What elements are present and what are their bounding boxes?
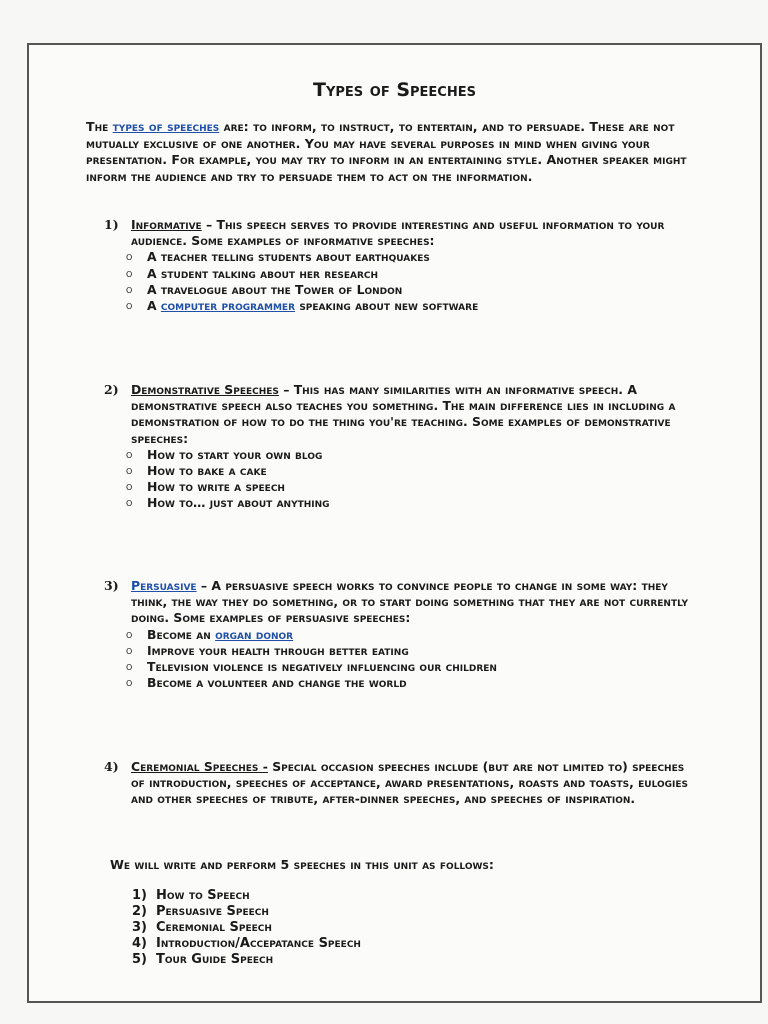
bullet-icon: o <box>126 447 133 461</box>
list-item <box>132 920 361 936</box>
bullet-icon: o <box>126 282 133 296</box>
list-item <box>126 643 694 659</box>
list-item <box>126 447 694 463</box>
list-item-text: How to Speech <box>156 888 250 903</box>
document-content <box>29 45 760 1001</box>
bullet-icon: o <box>126 250 133 264</box>
bullet-icon: o <box>126 299 133 313</box>
list-number: 5) <box>132 952 147 967</box>
list-number: 1) <box>132 888 147 903</box>
bullet-icon: o <box>126 464 133 478</box>
section-body <box>131 382 694 447</box>
list-item <box>126 659 694 675</box>
unit-statement: We will write and perform 5 speeches in this unit as follows: <box>110 857 494 872</box>
intro-paragraph <box>86 119 698 185</box>
section-term: Demonstrative Speeches <box>131 382 279 397</box>
list-number: 4) <box>132 936 147 951</box>
section-text: – A persuasive speech works to convince people to change in some way: they think, the way they do something, or to start doing something that they are not currently doing. Some examples of persuasive speeches: <box>131 578 688 626</box>
list-item <box>126 282 694 298</box>
computer-programmer-link[interactable]: computer programmer <box>160 298 296 314</box>
list-item <box>132 904 361 920</box>
example-list <box>104 627 694 692</box>
section-number: 4) <box>104 759 119 774</box>
list-item <box>126 298 694 314</box>
list-item-text: Television violence is negatively influencing our children <box>147 659 497 675</box>
list-item-text: Become a volunteer and change the world <box>147 675 407 691</box>
list-item <box>132 888 361 904</box>
bullet-icon: o <box>126 496 133 510</box>
section-text: Special occasion speeches include (but are not limited to) speeches of introduction, speeches of acceptance, award presentations, roasts and toasts, eulogies and other speeches of tribute, after-dinner speeches, and speeches of inspiration. <box>131 759 688 807</box>
intro-prefix: The <box>86 119 113 134</box>
section-number: 3) <box>104 578 119 593</box>
section-text: – This speech serves to provide interesting and useful information to your audience. Some examples of informative speeches: <box>131 217 665 249</box>
bullet-icon: o <box>126 676 133 690</box>
list-item-text: How to bake a cake <box>147 463 267 479</box>
section-demonstrative <box>104 382 694 512</box>
section-persuasive <box>104 578 694 691</box>
page-title: Types of Speeches <box>313 79 476 101</box>
section-term: Ceremonial Speeches - <box>131 759 268 774</box>
section-number: 2) <box>104 382 119 397</box>
list-item-text: How to… just about anything <box>147 495 330 511</box>
list-number: 3) <box>132 920 147 935</box>
section-body <box>131 759 694 808</box>
unit-speech-list <box>132 888 361 968</box>
page-frame <box>27 43 762 1003</box>
list-item-text: How to write a speech <box>147 479 285 495</box>
list-item-text: A travelogue about the Tower of London <box>147 281 403 297</box>
list-item <box>126 495 694 511</box>
section-body <box>131 578 694 627</box>
bullet-icon: o <box>126 480 133 494</box>
types-of-speeches-link[interactable]: types of speeches <box>112 119 220 134</box>
list-item-text: speaking about new software <box>295 298 479 314</box>
bullet-icon: o <box>126 627 133 641</box>
list-item <box>132 936 361 952</box>
persuasive-link[interactable]: Persuasive <box>131 578 197 593</box>
list-number: 2) <box>132 904 147 919</box>
section-number: 1) <box>104 217 119 232</box>
list-item <box>126 675 694 691</box>
list-item <box>126 266 694 282</box>
example-list <box>104 249 694 314</box>
list-item-text: Ceremonial Speech <box>156 920 272 935</box>
list-item-text: A teacher telling students about earthquakes <box>147 249 430 265</box>
section-informative <box>104 217 694 314</box>
list-item-text: Introduction/Accepatance Speech <box>156 936 361 951</box>
example-list <box>104 447 694 512</box>
list-item <box>126 479 694 495</box>
list-item <box>132 952 361 968</box>
section-ceremonial <box>104 759 694 808</box>
bullet-icon: o <box>126 643 133 657</box>
list-item-text: Become an <box>147 626 216 642</box>
section-body <box>131 217 694 249</box>
list-item <box>126 463 694 479</box>
list-item-text: Persuasive Speech <box>156 904 269 919</box>
intro-text: are: to inform, to instruct, to entertain, and to persuade. These are not mutually exclusive of one another. You may have several purposes in mind when giving your presentation. For example, you may try to inform in an entertaining style. Another speaker might inform the audience and try to persuade them to act on the information. <box>86 119 687 184</box>
list-item-text: A student talking about her research <box>147 265 379 281</box>
list-item-text: Tour Guide Speech <box>156 952 274 967</box>
list-item-text: A <box>147 298 161 314</box>
list-item-text: Improve your health through better eating <box>147 642 409 658</box>
list-item <box>126 249 694 265</box>
section-text: – This has many similarities with an informative speech. A demonstrative speech also teaches you something. The main difference lies in including a demonstration of how to do the thing you're teaching. Some examples of demonstrative speeches: <box>131 382 676 446</box>
organ-donor-link[interactable]: organ donor <box>215 626 294 642</box>
bullet-icon: o <box>126 266 133 280</box>
list-item <box>126 627 694 643</box>
list-item-text: How to start your own blog <box>147 446 323 462</box>
section-term: Informative <box>131 217 202 232</box>
bullet-icon: o <box>126 660 133 674</box>
